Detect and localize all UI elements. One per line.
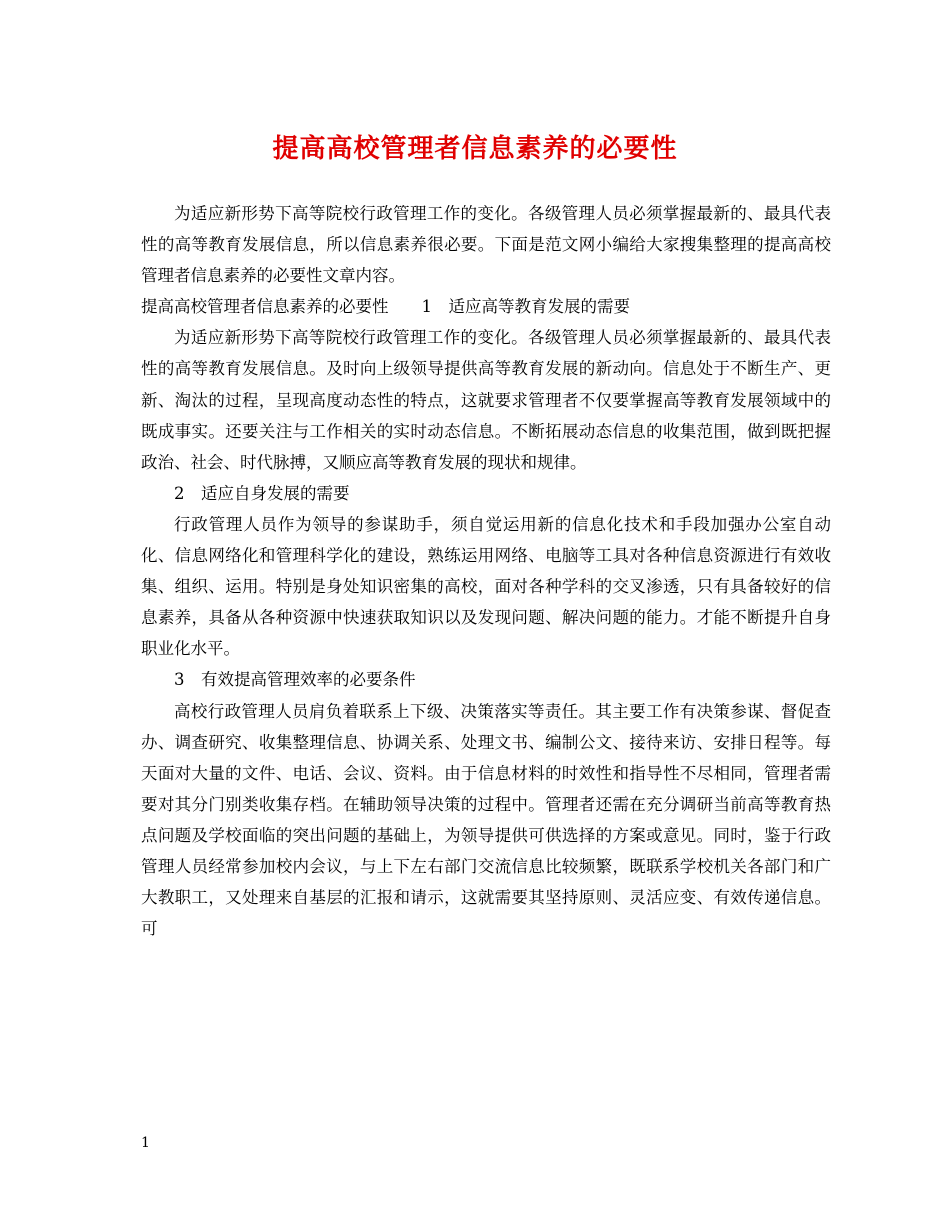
paragraph-section-1: 为适应新形势下高等院校行政管理工作的变化。各级管理人员必须掌握最新的、最具代表性的高等教育发展信息。及时向上级领导提供高等教育发展的新动向。信息处于不断生产、更新、淘汰的过程，呈现高度动态性的特点，这就要求管理者不仅要掌握高等教育发展领域中的既成事实。还要关注与工作相关的实时动态信息。不断拓展动态信息的收集范围，做到既把握政治、社会、时代脉搏，又顺应高等教育发展的现状和规律。 (141, 328, 831, 472)
paragraph-section-3: 高校行政管理人员肩负着联系上下级、决策落实等责任。其主要工作有决策参谋、督促查办、调查研究、收集整理信息、协调关系、处理文书、编制公文、接待来访、安排日程等。每天面对大量的文件、电话、会议、资料。由于信息材料的时效性和指导性不尽相同，管理者需要对其分门别类收集存档。在辅助领导决策的过程中。管理者还需在充分调研当前高等教育热点问题及学校面临的突出问题的基础上，为领导提供可供选择的方案或意见。同时，鉴于行政管理人员经常参加校内会议，与上下左右部门交流信息比较频繁，既联系学校机关各部门和广大教职工，又处理来自基层的汇报和请示，这就需要其坚持原则、灵活应变、有效传递信息。可 (141, 701, 831, 939)
document-title: 提高高校管理者信息素养的必要性 (272, 134, 678, 164)
section-heading-2: 2 适应自身发展的需要 (174, 483, 350, 503)
section-heading-3: 3 有效提高管理效率的必要条件 (174, 670, 416, 690)
page-number: 1 (141, 1135, 150, 1151)
document-body (141, 198, 831, 944)
section-heading-line: 提高高校管理者信息素养的必要性 1 适应高等教育发展的需要 (141, 297, 630, 317)
paragraph-intro: 为适应新形势下高等院校行政管理工作的变化。各级管理人员必须掌握最新的、最具代表性的高等教育发展信息，所以信息素养很必要。下面是范文网小编给大家搜集整理的提高高校管理者信息素养的必要性文章内容。 (141, 204, 831, 286)
paragraph-section-2: 行政管理人员作为领导的参谋助手，须自觉运用新的信息化技术和手段加强办公室自动化、信息网络化和管理科学化的建设，熟练运用网络、电脑等工具对各种信息资源进行有效收集、组织、运用。特别是身处知识密集的高校，面对各种学科的交叉渗透，只有具备较好的信息素养，具备从各种资源中快速获取知识以及发现问题、解决问题的能力。才能不断提升自身职业化水平。 (141, 514, 831, 659)
